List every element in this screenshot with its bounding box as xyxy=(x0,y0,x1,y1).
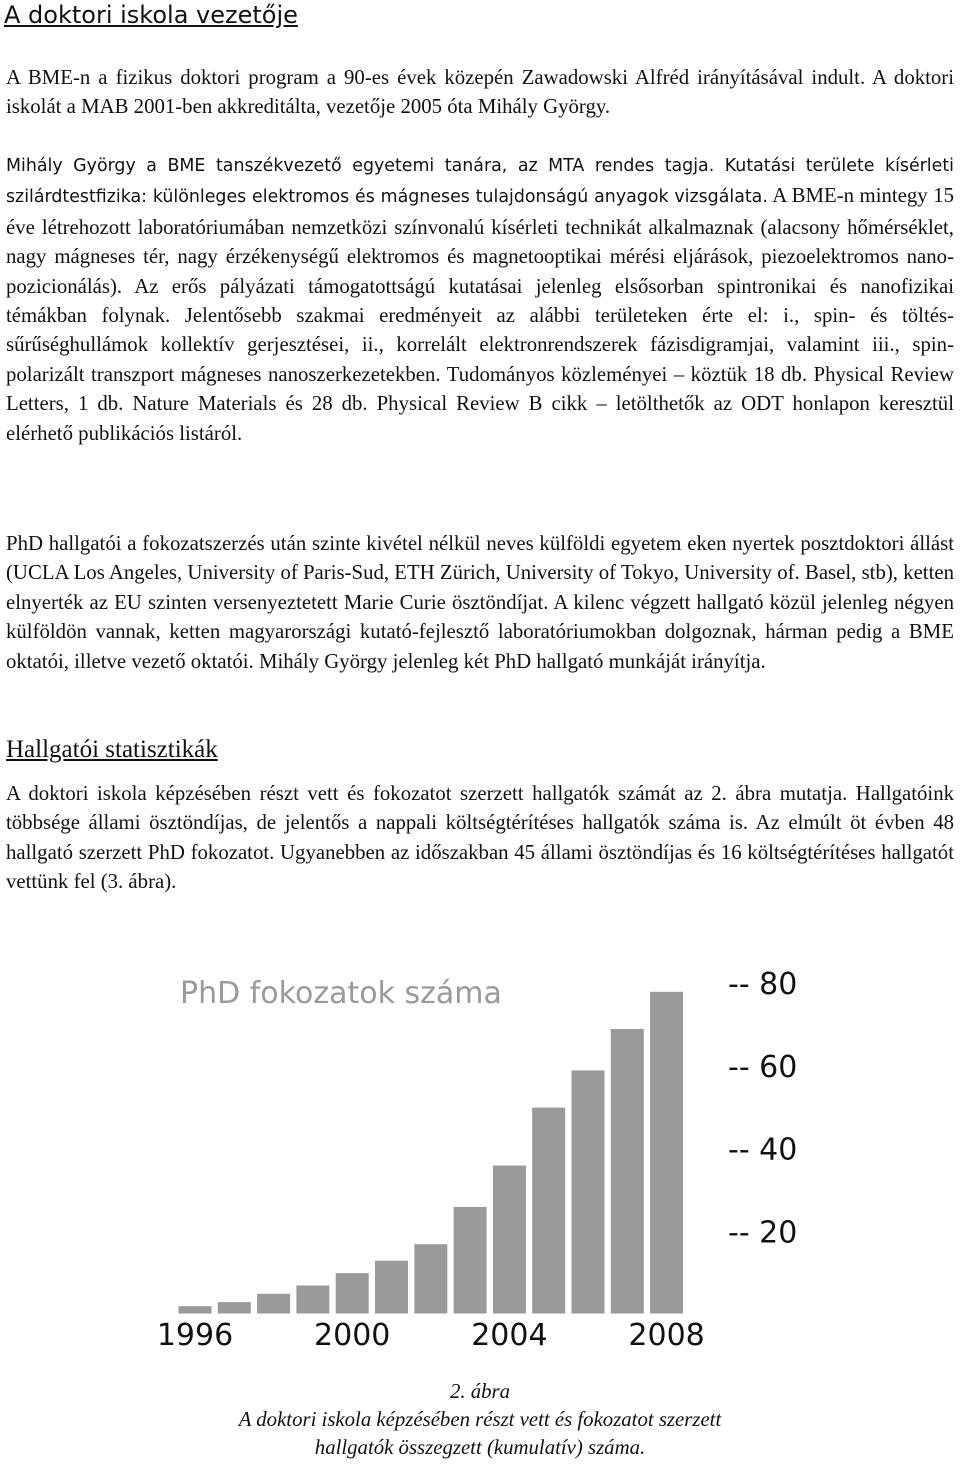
bar-1999 xyxy=(296,1285,330,1314)
chart-svg xyxy=(150,955,810,1365)
chart-title: PhD fokozatok száma xyxy=(180,976,502,1011)
chart-y-ticks xyxy=(728,967,797,1250)
paragraph-intro: A BME-n a fizikus doktori program a 90-es évek közepén Zawadowski Alfréd irányításával indult. A doktori iskolát a MAB 2001-ben akkreditálta, vezetője 2005 óta Mihály György. xyxy=(6,66,954,119)
chart-bars xyxy=(178,991,684,1314)
figure-caption-line2: hallgatók összegzett (kumulatív) száma. xyxy=(314,1436,646,1459)
y-tick-label: -- 60 xyxy=(728,1049,798,1085)
chart-x-ticks xyxy=(157,1318,705,1353)
bar-2006 xyxy=(571,1070,605,1314)
bar-1998 xyxy=(257,1293,291,1314)
bio-intro-text: Mihály György a BME tanszékvezető egyetemi tanára, az MTA rendes tagja. Kutatási területe kísérleti szilárdtestfizika: különleges elektromos és mágneses tulajdonságú anyagok vizsgálata. xyxy=(6,156,954,208)
figure-caption-line1: A doktori iskola képzésében részt vett és fokozatot szerzett xyxy=(238,1408,722,1431)
section-heading-leader: A doktori iskola vezetője xyxy=(4,1,298,29)
y-tick-label: -- 20 xyxy=(728,1215,798,1251)
bar-1996 xyxy=(178,1306,212,1314)
bar-2004 xyxy=(492,1165,526,1314)
x-tick-label: 2000 xyxy=(314,1318,391,1353)
y-tick-label: -- 80 xyxy=(728,967,798,1002)
section-heading-statistics: Hallgatói statisztikák xyxy=(6,736,218,763)
bar-2003 xyxy=(453,1206,487,1314)
x-tick-label: 2008 xyxy=(628,1318,705,1353)
paragraph-leader-bio xyxy=(6,150,954,448)
bar-1997 xyxy=(217,1302,251,1314)
y-tick-label: -- 40 xyxy=(728,1132,798,1168)
bar-2008 xyxy=(650,991,684,1314)
bar-2005 xyxy=(532,1107,566,1314)
bar-2001 xyxy=(375,1260,409,1314)
bar-2002 xyxy=(414,1244,448,1314)
phd-degrees-chart xyxy=(150,955,810,1365)
x-tick-label: 2004 xyxy=(471,1318,548,1353)
bio-research-text: A BME-n mintegy 15 éve létrehozott laboratóriumában nemzetközi színvonalú kísérleti technikát alkalmaznak (alacsony hőmérséklet, nagy mágneses tér, nagy érzékenységű elektromos és magnetooptikai mérési eljárások, piezoelektromos nano-pozicionálás). Az erős pályázati támogatottságú kutatásai jelenleg elsősorban spintronikai és nanofizikai témákban folynak. Jelentősebb szakmai eredményeit az alábbi területeken érte el: i., spin- és töltés-sűrűséghullámok kollektív gerjesztései, ii., korrelált elektronrendszerek fázisdigramjai, valamint iii., spin-polarizált transzport mágneses nanoszerkezetekben. Tudományos közleményei – köztük 18 db. Physical Review Letters, 1 db. Nature Materials és 28 db. Physical Review B cikk – letölthetők az ODT honlapon keresztül elérhető publikációs listáról. xyxy=(6,184,954,445)
figure-number: 2. ábra xyxy=(449,1380,511,1403)
paragraph-students: PhD hallgatói a fokozatszerzés után szinte kivétel nélkül neves külföldi egyetem eken nyertek posztdoktori állást (UCLA Los Angeles, University of Paris-Sud, ETH Zürich, University of Tokyo, University of. Basel, stb), ketten elnyerték az EU szinten versenyeztetett Marie Curie ösztöndíjat. A kilenc végzett hallgató közül jelenleg négyen külföldön vannak, ketten magyarországi kutató-fejlesztő laboratóriumokban dolgoznak, hárman pedig a BME oktatói, illetve vezető oktatói. Mihály György jelenleg két PhD hallgató munkáját irányítja. xyxy=(6,532,954,673)
x-tick-label: 1996 xyxy=(156,1318,234,1353)
bar-2000 xyxy=(335,1273,369,1314)
paragraph-statistics: A doktori iskola képzésében részt vett és fokozatot szerzett hallgatók számát az 2. ábra mutatja. Hallgatóink többsége állami ösztöndíjas, de jelentős a nappali költségtérítéses hallgatók száma is. Az elmúlt öt évben 48 hallgató szerzett PhD fokozatot. Ugyanebben az időszakban 45 állami ösztöndíjas és 16 költségtérítéses hallgatót vettünk fel (3. ábra). xyxy=(6,782,954,894)
bar-2007 xyxy=(610,1029,644,1315)
